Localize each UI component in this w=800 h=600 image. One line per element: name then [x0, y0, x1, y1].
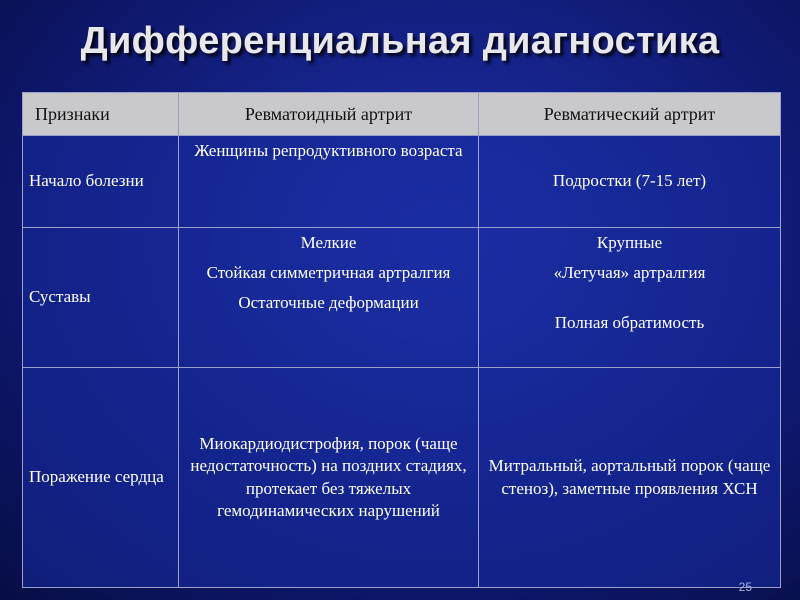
rheum-cell — [479, 368, 781, 588]
table-header-row — [23, 93, 781, 136]
ra-joints-size: Мелкие — [300, 233, 357, 252]
feature-cell: Начало болезни — [23, 136, 179, 228]
rheum-joints-size: Крупные — [596, 233, 663, 252]
differential-diagnosis-table — [22, 92, 781, 588]
header-features: Признаки — [23, 93, 179, 136]
header-rheumatoid-arthritis: Ревматоидный артрит — [179, 93, 479, 136]
slide-title: Дифференциальная диагностика — [80, 20, 720, 62]
feature-cell: Суставы — [23, 228, 179, 368]
ra-cell — [179, 368, 479, 588]
ra-joints-deformity: Остаточные деформации — [238, 293, 419, 313]
page-number: 25 — [738, 580, 752, 594]
header-rheumatic-arthritis: Ревматический артрит — [479, 93, 781, 136]
rheum-joints-arthralgia: «Летучая» артралгия — [553, 263, 706, 283]
rheum-heart-text: Митральный, аортальный порок (чаще стеноз), заметные проявления ХСН — [488, 456, 771, 498]
rheum-cell — [479, 136, 781, 228]
ra-cell — [179, 136, 479, 228]
rheum-cell — [479, 228, 781, 368]
ra-onset-text: Женщины репродуктивного возраста — [194, 141, 463, 160]
feature-cell: Поражение сердца — [23, 368, 179, 588]
ra-joints-arthralgia: Стойкая симметричная артралгия — [206, 263, 451, 283]
rheum-onset-text: Подростки (7-15 лет) — [552, 171, 707, 191]
table-row-heart — [23, 368, 781, 588]
rheum-joints-reversibility: Полная обратимость — [554, 313, 705, 333]
ra-cell — [179, 228, 479, 368]
table-row-joints — [23, 228, 781, 368]
ra-heart-text: Миокардиодистрофия, порок (чаще недостаточность) на поздних стадиях, протекает без тяжелых гемодинамических нарушений — [190, 434, 467, 520]
table-row-onset — [23, 136, 781, 228]
